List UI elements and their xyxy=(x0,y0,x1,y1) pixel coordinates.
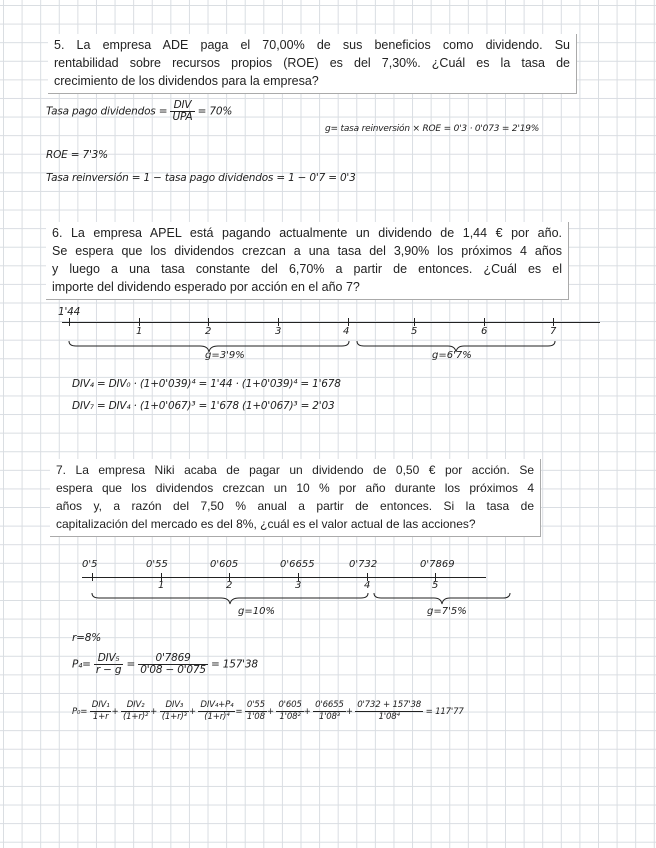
q6-tick-3 xyxy=(278,318,279,326)
q6-tick-1 xyxy=(139,318,140,326)
q6-growth-2: g=6'7% xyxy=(432,350,472,361)
q7-line-1: 7. La empresa Niki acaba de pagar un dividendo de 0,50 € por acción. Se xyxy=(56,463,534,477)
q7-line-2: espera que los dividendos crezcan un 10 % por año durante los próximos 4 xyxy=(56,481,534,495)
q6-line-2: Se espera que los dividendos crezcan a una tasa del 3,90% los próximos 4 años xyxy=(52,244,562,258)
q7-div-5: 0'7869 xyxy=(420,559,455,570)
q7-year-3: 3 xyxy=(295,580,302,591)
q7-line-3: años y, a razón del 7,50 % anual a partir de entonces. Si la tasa de xyxy=(56,499,534,513)
q5-line-1: 5. La empresa ADE paga el 70,00% de sus beneficios como dividendo. Su xyxy=(54,38,570,52)
q7-div-3: 0'6655 xyxy=(280,559,315,570)
q6-tick-7 xyxy=(553,318,554,326)
q7-p0-formula: P₀= $\frac{\text{DIV₁}}{1+r}$ + $\frac{\text{DIV₂}}{\text{(1+r)²}}$ + $\frac{\text{DIV₃}}{\text{(1+r)³}}$ + $\frac{\text{DIV₄+P₄}}{\text{(1+r)⁴}}$ = $\frac{0'55}{1'08}$ + $\frac{0'605}{\text{1'08²}}$ + $\frac{0'6655}{\text{1'08³}}$ + $\frac{0'732 + 157'38}{\text{1'08⁴}}$ = 117'77 xyxy=(72,700,464,722)
q6-year-7: 7 xyxy=(550,326,557,337)
q6-line-4: importe del dividendo esperado por acción en el año 7? xyxy=(52,280,360,294)
q5-line-2: rentabilidad sobre recursos propios (ROE) es del 7,30%. ¿Cuál es la tasa de xyxy=(54,56,570,70)
q7-div-2: 0'605 xyxy=(210,559,239,570)
q6-tick-4 xyxy=(348,318,349,326)
q5-reinvestment-formula: Tasa reinversión = 1 − tasa pago dividendos = 1 − 0'7 = 0'3 xyxy=(46,172,356,184)
q6-year-6: 6 xyxy=(481,326,488,337)
question-7-text xyxy=(50,459,541,537)
q7-brace-phase-2 xyxy=(373,592,511,606)
q6-tick-6 xyxy=(484,318,485,326)
q6-growth-1: g=3'9% xyxy=(205,350,245,361)
q6-line-3: y luego a una tasa constante del 6,70% a partir de entonces. ¿Cuál es el xyxy=(52,262,562,276)
q6-year-3: 3 xyxy=(275,326,282,337)
q7-year-1: 1 xyxy=(158,580,165,591)
q6-year-5: 5 xyxy=(411,326,418,337)
q6-year-2: 2 xyxy=(205,326,212,337)
question-6-text xyxy=(46,222,569,300)
q7-timeline-axis xyxy=(82,577,486,578)
q6-tick-2 xyxy=(208,318,209,326)
q6-year-1: 1 xyxy=(136,326,143,337)
question-5-text xyxy=(48,34,577,94)
q7-line-4: capitalización del mercado es del 8%, ¿cuál es el valor actual de las acciones? xyxy=(56,517,476,531)
q6-year-4: 4 xyxy=(343,326,350,337)
q7-brace-phase-1 xyxy=(91,592,369,606)
q5-roe: ROE = 7'3% xyxy=(46,149,108,161)
q6-timeline-axis xyxy=(62,322,600,323)
q7-growth-1: g=10% xyxy=(238,606,275,617)
q5-growth-formula: g= tasa reinversión × ROE = 0'3 · 0'073 = 2'19% xyxy=(325,124,540,134)
q7-div-1: 0'55 xyxy=(146,559,168,570)
q6-div7-calc: DIV₇ = DIV₄ · (1+0'067)³ = 1'678 (1+0'067)³ = 2'03 xyxy=(72,400,335,412)
q7-tick-0 xyxy=(92,573,93,581)
q7-div-0: 0'5 xyxy=(82,559,98,570)
q5-line-3: crecimiento de los dividendos para la empresa? xyxy=(54,74,319,88)
q6-line-1: 6. La empresa APEL está pagando actualmente un dividendo de 1,44 € por año. xyxy=(52,226,562,240)
q6-tick-0 xyxy=(69,318,70,326)
q6-d0-value: 1'44 xyxy=(58,306,81,318)
q7-year-2: 2 xyxy=(226,580,233,591)
q6-tick-5 xyxy=(414,318,415,326)
q7-year-5: 5 xyxy=(432,580,439,591)
q7-year-4: 4 xyxy=(364,580,371,591)
q7-p4-formula: P₄= $\frac{\text{DIV₅}}{r - g}$ = $\frac{0'7869}{0'08 - 0'075}$ = 157'38 xyxy=(72,652,258,676)
q7-div-4: 0'732 xyxy=(349,559,378,570)
q7-growth-2: g=7'5% xyxy=(427,606,467,617)
q7-discount-rate: r=8% xyxy=(72,632,101,644)
q6-div4-calc: DIV₄ = DIV₀ · (1+0'039)⁴ = 1'44 · (1+0'039)⁴ = 1'678 xyxy=(72,378,341,390)
q5-payout-formula: Tasa pago dividendos = $\frac{\text{DIV}}{\text{UPA}}$ = 70% xyxy=(46,99,233,123)
